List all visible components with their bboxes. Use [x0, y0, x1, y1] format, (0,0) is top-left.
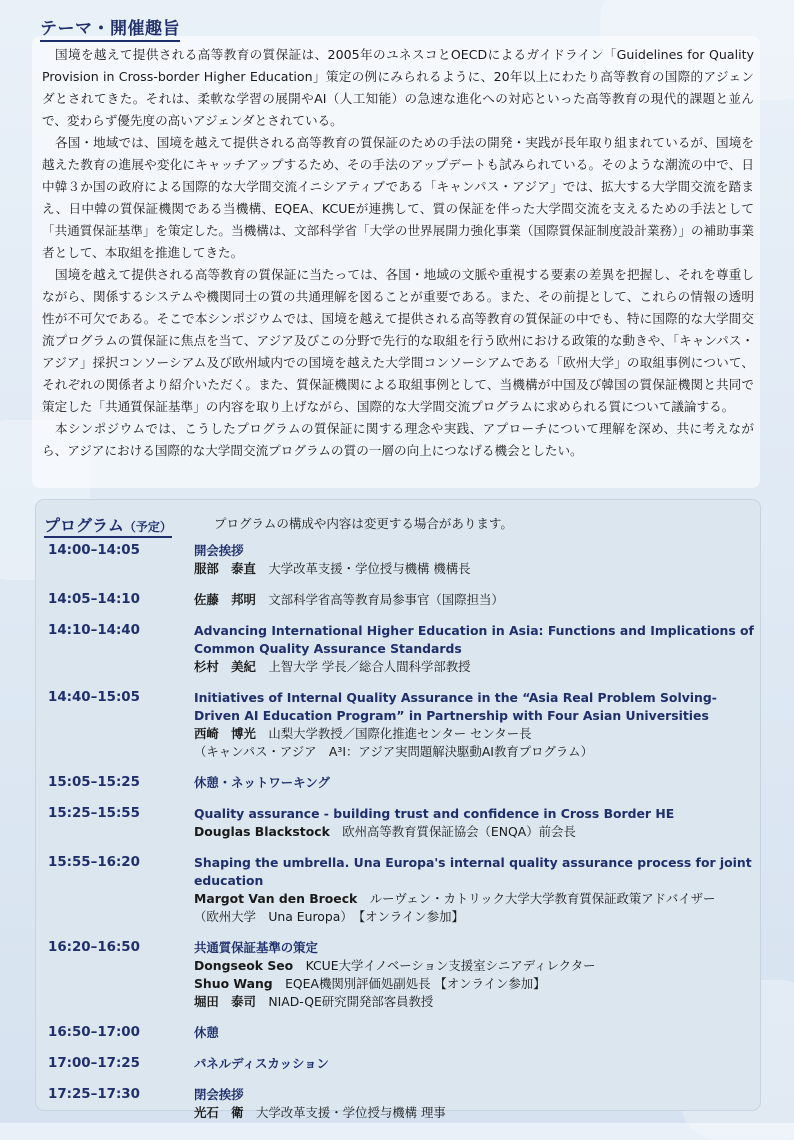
program-tentative: （予定） — [123, 520, 172, 534]
schedule-row — [48, 591, 754, 609]
speaker-role: KCUE大学イノベーション支援室シニアディレクター — [305, 958, 596, 973]
schedule-row — [48, 1086, 754, 1122]
session-title: 共通質保証基準の策定 — [194, 940, 318, 955]
speaker-role: 大学改革支援・学位授与機構 理事 — [255, 1105, 446, 1120]
session-time: 17:00–17:25 — [48, 1056, 140, 1071]
speaker-name: 佐藤 邦明 — [194, 592, 256, 607]
schedule-row — [48, 854, 754, 926]
speaker-line — [194, 560, 754, 578]
speaker-affiliation: （キャンパス・アジア A³I：アジア実問題解決駆動AI教育プログラム） — [194, 744, 593, 759]
session-time: 15:25–15:55 — [48, 806, 140, 821]
session-title: Quality assurance - building trust and confidence in Cross Border HE — [194, 806, 675, 821]
speaker-line — [194, 658, 754, 676]
schedule-row — [48, 939, 754, 1011]
speaker-line — [194, 890, 754, 908]
theme-title: テーマ・開催趣旨 — [40, 14, 180, 42]
speaker-affiliation: （欧州大学 Una Europa） 【オンライン参加】 — [194, 909, 464, 924]
session-time: 16:20–16:50 — [48, 940, 140, 955]
schedule-row — [48, 542, 754, 578]
session-title: Advancing International Higher Education in Asia: Functions and Implications of Common Quality Assurance Standards — [194, 623, 754, 656]
session-content — [194, 1055, 754, 1073]
speaker-name: 西崎 博光 — [194, 726, 256, 741]
speaker-name: 光石 衛 — [194, 1105, 244, 1120]
session-time: 16:50–17:00 — [48, 1025, 140, 1040]
session-content — [194, 854, 754, 926]
session-content — [194, 939, 754, 1011]
session-content — [194, 689, 754, 761]
speaker-line — [194, 993, 754, 1011]
session-content — [194, 591, 754, 609]
program-title: プログラム（予定） — [44, 516, 172, 538]
speaker-name: Shuo Wang — [194, 976, 273, 991]
program-note: プログラムの構成や内容は変更する場合があります。 — [214, 516, 513, 531]
speaker-name: 堀田 泰司 — [194, 994, 256, 1009]
session-title: 休憩・ネットワーキング — [194, 775, 330, 790]
session-content — [194, 622, 754, 676]
program-heading — [44, 513, 172, 535]
session-time: 17:25–17:30 — [48, 1087, 140, 1102]
session-time: 15:05–15:25 — [48, 775, 140, 790]
session-time: 15:55–16:20 — [48, 855, 140, 870]
speaker-role: NIAD-QE研究開発部客員教授 — [268, 994, 434, 1009]
session-time: 14:05–14:10 — [48, 592, 140, 607]
speaker-role: 上智大学 学長／総合人間科学部教授 — [268, 659, 471, 674]
schedule-row — [48, 622, 754, 676]
session-content — [194, 1086, 754, 1122]
session-content — [194, 542, 754, 578]
session-title: パネルディスカッション — [194, 1056, 329, 1071]
schedule-row — [48, 1055, 754, 1073]
theme-paragraph: 各国・地域では、国境を越えて提供される高等教育の質保証のための手法の開発・実践が長年取り組まれているが、国境を越えた教育の進展や変化にキャッチアップするため、その手法のアップデートも試みられている。そのような潮流の中で、日中韓３か国の政府による国際的な大学間交流イニシアティブである「キャンパス・アジア」では、拡大する大学間交流を踏まえ、日中韓の質保証機関である当機構、EQEA、KCUEが連携して、質の保証を伴った大学間交流を支えるための手法として「共通質保証基準」を策定した。当機構は、文部科学省「大学の世界展開力強化事業（国際質保証制度設計業務）」の補助事業者として、本取組を推進してきた。 — [42, 135, 754, 260]
theme-paragraph: 本シンポジウムでは、こうしたプログラムの質保証に関する理念や実践、アプローチについて理解を深め、共に考えながら、アジアにおける国際的な大学間交流プログラムの質の一層の向上につなげる機会としたい。 — [42, 421, 754, 458]
session-content — [194, 805, 754, 841]
speaker-role: 山梨大学教授／国際化推進センター センター長 — [268, 726, 532, 741]
speaker-name: Dongseok Seo — [194, 958, 294, 973]
speaker-line — [194, 957, 754, 975]
speaker-name: Margot Van den Broeck — [194, 891, 358, 906]
session-title: 休憩 — [194, 1025, 219, 1040]
schedule-row — [48, 1024, 754, 1042]
speaker-name: 服部 泰直 — [194, 561, 256, 576]
theme-paragraph: 国境を越えて提供される高等教育の質保証に当たっては、各国・地域の文脈や重視する要素の差異を把握し、それを尊重しながら、関係するシステムや機関同士の質の共通理解を図ることが重要である。また、その前提として、これらの情報の透明性が不可欠である。そこで本シンポジウムでは、国境を越えて提供される高等教育の質保証の中でも、特に国際的な大学間交流プログラムの質保証に焦点を当て、アジア及びこの分野で先行的な取組を行う欧州における政策的な動きや、「キャンパス・アジア」採択コンソーシアム及び欧州域内での国境を越えた大学間コンソーシアムである「欧州大学」の取組事例について、それぞれの関係者より紹介いただく。また、質保証機関による取組事例として、当機構が中国及び韓国の質保証機関と共同で策定した「共通質保証基準」の内容を取り上げながら、国際的な大学間交流プログラムに求められる質について議論する。 — [42, 267, 754, 414]
theme-paragraph: 国境を越えて提供される高等教育の質保証は、2005年のユネスコとOECDによるガイドライン「Guidelines for Quality Provision in Cross-border Higher Education」策定の例にみられるように、20年以上にわたり高等教育の国際的アジェンダとされてきた。それは、柔軟な学習の展開やAI（人工知能）の急速な進化への対応といった高等教育の現代的課題と並んで、変わらず優先度の高いアジェンダとされている。 — [42, 47, 754, 128]
program-schedule — [48, 542, 754, 1135]
session-title: Shaping the umbrella. Una Europa's internal quality assurance process for joint education — [194, 855, 752, 888]
session-title: Initiatives of Internal Quality Assurance in the “Asia Real Problem Solving-Driven AI Education Program” in Partnership with Four Asian Universities — [194, 690, 717, 723]
speaker-name: Douglas Blackstock — [194, 824, 330, 839]
schedule-row — [48, 774, 754, 792]
session-time: 14:40–15:05 — [48, 690, 140, 705]
session-time: 14:00–14:05 — [48, 543, 140, 558]
session-content — [194, 774, 754, 792]
speaker-line — [194, 1104, 754, 1122]
speaker-line — [194, 975, 754, 993]
session-time: 14:10–14:40 — [48, 623, 140, 638]
speaker-line — [194, 725, 754, 743]
speaker-role: 欧州高等教育質保証協会（ENQA）前会長 — [342, 824, 576, 839]
theme-body — [42, 44, 754, 462]
speaker-role: ルーヴェン・カトリック大学大学教育質保証政策アドバイザー — [369, 891, 716, 906]
schedule-row — [48, 689, 754, 761]
speaker-line — [194, 591, 754, 609]
speaker-line — [194, 823, 754, 841]
session-content — [194, 1024, 754, 1042]
speaker-role: 大学改革支援・学位授与機構 機構長 — [268, 561, 471, 576]
speaker-role: EQEA機関別評価処副処長 【オンライン参加】 — [285, 976, 546, 991]
schedule-row — [48, 805, 754, 841]
speaker-role: 文部科学省高等教育局参事官（国際担当） — [268, 592, 504, 607]
session-title: 開会挨拶 — [194, 543, 244, 558]
session-title: 閉会挨拶 — [194, 1087, 244, 1102]
speaker-name: 杉村 美紀 — [194, 659, 256, 674]
